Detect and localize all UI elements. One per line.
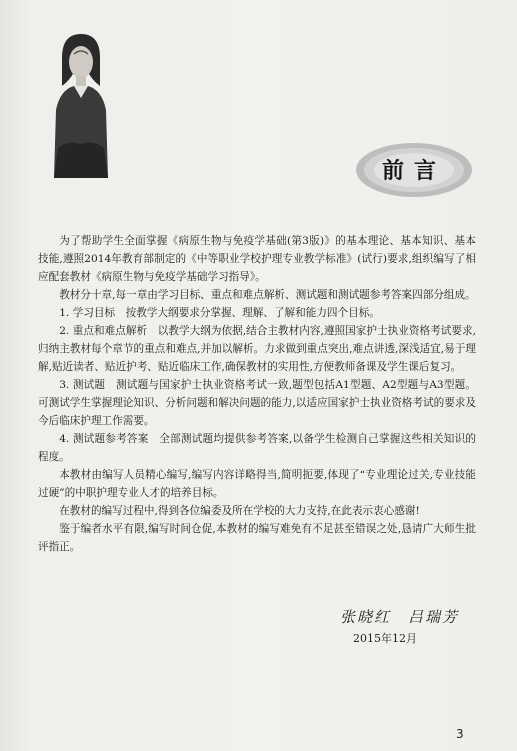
paragraph-thanks: 在教材的编写过程中,得到各位编委及所在学校的大力支持,在此表示衷心感谢! [59, 505, 420, 517]
title-block [354, 140, 474, 200]
page-number: 3 [456, 727, 464, 741]
page-title: 前言 [381, 158, 446, 184]
paragraph-structure: 教材分十章,每一章由学习目标、重点和难点解析、测试题和测试题参考答案四部分组成。 [59, 289, 476, 301]
paragraph-learning-goals: 1. 学习目标 按教学大纲要求分掌握、理解、了解和能力四个目标。 [59, 307, 380, 319]
paragraph-key-points: 2. 重点和难点解析 以教学大纲为依据,结合主教材内容,遵照国家护士执业资格考试要求,归纳主教材每个章节的重点和难点,并加以解析。力求做到重点突出,难点讲透,深浅适宜,易于理解,贴近读者、贴近护考、贴近临床工作,确保教材的实用性,方便教师备课及学生课后复习。 [38, 325, 476, 373]
paragraph-editing: 本教材由编写人员精心编写,编写内容详略得当,简明扼要,体现了“专业理论过关,专业技能过硬”的中职护理专业人才的培养目标。 [38, 469, 476, 499]
paragraph-intro: 为了帮助学生全面掌握《病原生物与免疫学基础(第3版)》的基本理论、基本知识、基本技能,遵照2014年教育部制定的《中等职业学校护理专业教学标准》(试行)要求,组织编写了相应配套教材《病原生物与免疫学基础学习指导》。 [38, 235, 476, 283]
author-signature: 张晓红 吕瑞芳 [340, 608, 460, 626]
paragraph-tests: 3. 测试题 测试题与国家护士执业资格考试一致,题型包括A1型题、A2型题与A3型题。可测试学生掌握理论知识、分析问题和解决问题的能力,以适应国家护士执业资格考试的要求及今后临床护理工作需要。 [38, 379, 476, 427]
preface-body [38, 232, 476, 556]
paragraph-answers: 4. 测试题参考答案 全部测试题均提供参考答案,以备学生检测自己掌握这些相关知识的程度。 [38, 433, 476, 463]
preface-date: 2015年12月 [353, 632, 417, 645]
portrait-image [48, 28, 114, 178]
paragraph-apology: 鉴于编者水平有限,编写时间仓促,本教材的编写难免有不足甚至错误之处,恳请广大师生批评指正。 [38, 523, 476, 553]
